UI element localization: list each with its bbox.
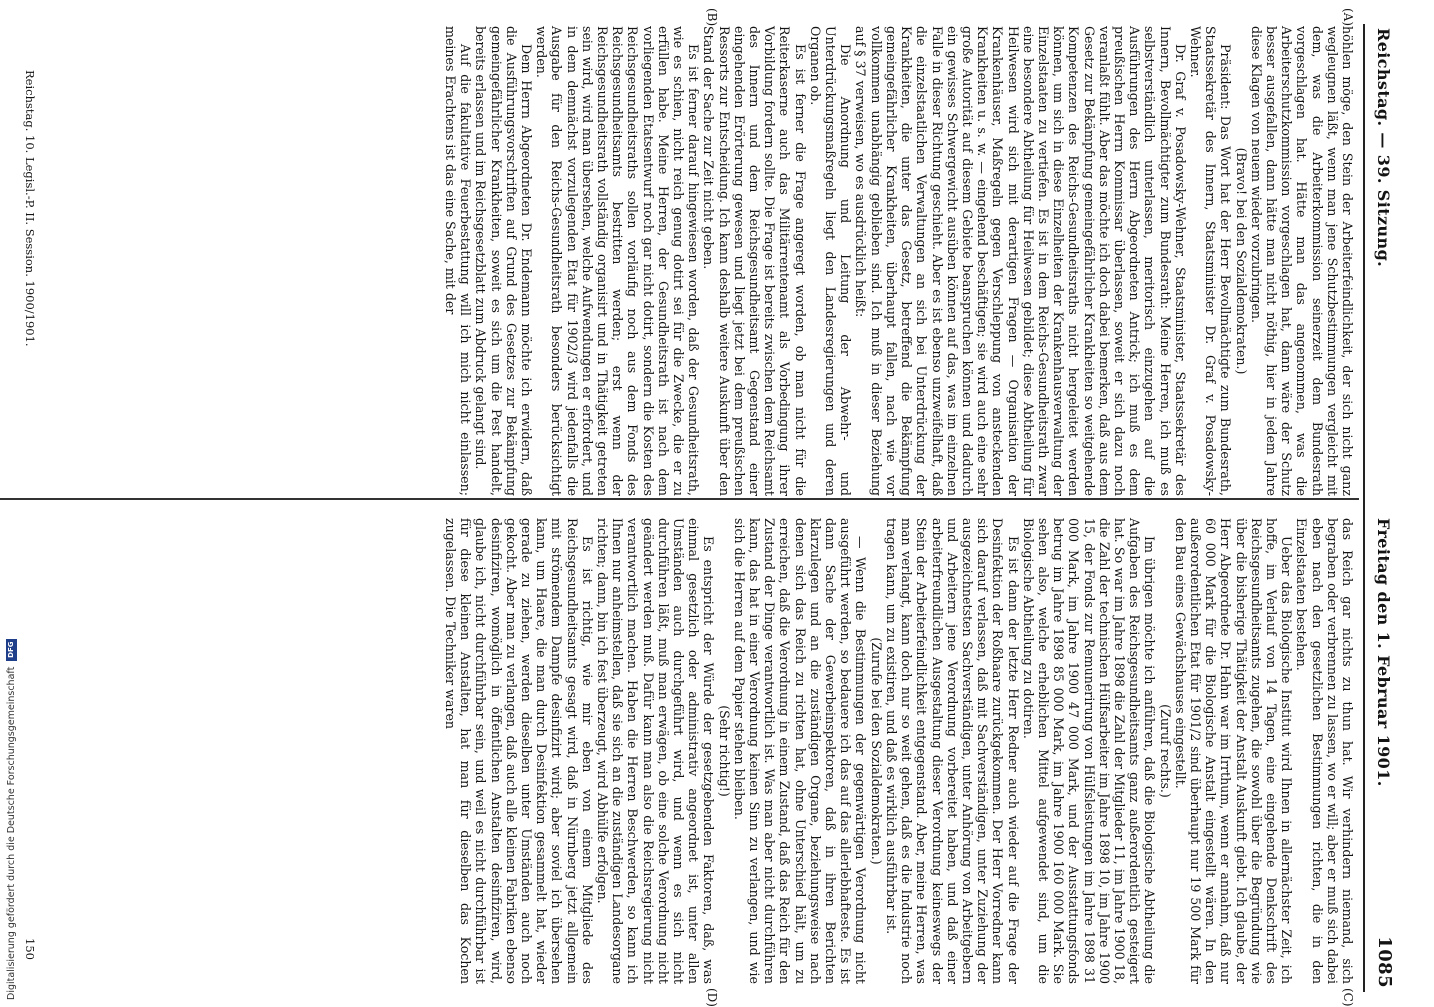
interjection: (Sehr richtig!) — [716, 705, 732, 797]
left-column — [443, 26, 1355, 496]
right-column — [443, 518, 1355, 984]
column-divider — [0, 498, 1359, 500]
paragraph: Es ist ferner darauf hingewiesen worden, daß der Gesundheitsrath, wie es schien, nicht reich genug dotirt sei für die Zwecke, die er zu erfüllen habe. Meine Herren, der Gesundheitsrath ist nach dem vorliegenden Etatsentwurf noch gar nicht dotirt, sondern die Kosten des Reichsgesundheitsraths sollen vorläufig noch aus dem Fonds des Reichsgesundheitsamts bestritten werden; erst wenn der Reichsgesundheitsrath vollständig organisirt und in Thätigkeit getreten sein wird, wird man übersehen, welche Aufwendungen er erfordert, und in dem demnächst vorzulegenden Etat für 1902/3 wird jedenfalls die Ausgabe für den Reichs-Gesundheitsrath besonders berücksichtigt werden. — [534, 26, 702, 496]
margin-marker-a: (A) — [1341, 8, 1355, 27]
margin-marker-b: (B) — [705, 8, 719, 27]
quotation: Die Anordnung und Leitung der Abwehr- und Unterdrückungsmaßregeln liegt den Landesregierungen und deren Organen ob. — [807, 26, 854, 496]
paragraph: Dem Herrn Abgeordneten Dr. Endemann möchte ich erwidern, daß die Ausführungsvorschriften auf Grund des Gesetzes zur Bekämpfung gemeingefährlicher Krankheiten, soweit es sich um die Pest handelt, bereits erlassen und im Reichsgesetzblatt zum Abdruck gelangt sind. — [473, 26, 535, 496]
paragraph: das Reich gar nichts zu thun hat. Wir verhindern niemand, sich begraben oder verbrennen zu lassen, wo er will; aber er muß sich dabei eben nach den gesetzlichen Bestimmungen richten, die in den Einzelstaaten bestehen. — [1294, 518, 1355, 984]
paragraph: Auf die fakultative Feuerbestattung will ich mich nicht einlassen; meines Erachtens ist das eine Sache, mit der — [443, 26, 474, 496]
footer-page-number: 150 — [23, 938, 37, 960]
interjection: (Zuruf rechts.) — [1157, 704, 1173, 798]
dfg-logo-icon: DFG — [6, 639, 17, 661]
paragraph: — Wenn die Bestimmungen der gegenwärtigen Verordnung nicht ausgeführt werden, so bedauere ich das auf das allerlebhafteste. Es ist dann Sache der Gewerbeinspektoren, daß in ihren Berichten klarzulegen und an die zuständigen Organe, beziehungsweise nach denen sich das Reich zu richten hat, ohne Unterschied hält, um zu erreichen, daß die Verordnung in einem Zustand, daß das Reich für den Zustand der Dinge verantwortlich ist. Was man aber nicht durchführen kann, das hat in einer Verordnung keinen Sinn zu verlangen, und wie sich die Herren auf dem Papier stehen bleiben. — [731, 518, 869, 984]
header-session: Reichstag. — 39. Sitzung. — [1374, 28, 1393, 268]
interjection: (Bravo! bei den Sozialdemokraten.) — [1233, 147, 1249, 375]
paragraph: Präsident: Das Wort hat der Herr Bevollmächtigte zum Bundesrath, Staatssekretär des Innern, Staatsminister Dr. Graf v. Posadowsky-Wehner. — [1187, 26, 1234, 496]
paragraph: Es ist ferner die Frage angeregt worden, ob man nicht für die Reiterkaserne auch das Militärrentenamt als Vorbedingung ihrer Vorbildung fordern sollte. Die Frage ist bereits zwischen dem Reichsamt des Innern und dem Reichsgesundheitsamt Gegenstand einer eingehenden Erörterung gewesen und liegt jetzt bei dem preußischen Ressorts zur Entscheidung. Ich kann deshalb weitere Auskunft über den Stand der Sache zur Zeit nicht geben. — [701, 26, 808, 496]
footer-imprint: Reichstag. 10. Legisl.-P. II. Session. 1900/1901. — [23, 70, 37, 347]
paragraph: Es entspricht der Würde der gesetzgebenden Faktoren, daß, was einmal gesetzlich oder administrativ angeordnet ist, unter allen Umständen auch durchgeführt wird, und wenn es sich nicht durchführen läßt, muß man erwägen, ob eine solche Verordnung nicht geändert werden muß. Dafür kann man also die Reichsregierung nicht verantwortlich machen. Haben die Herren Beschwerden, so kann ich Ihnen nur anheimstellen, daß sie sich an die zuständigen Landesorgane richten; dann, bin ich fest überzeugt, wird Abhülfe erfolgen. — [595, 518, 717, 984]
paragraph: Dr. Graf v. Posadowsky-Wehner, Staatsminister, Staatssekretär des Innern, Bevollmächtigter zum Bundesrath: Meine Herren, ich muß es selbstverständlich unterlassen, meritorisch einzugehen auf die Ausführungen des Herrn Abgeordneten Antrick; ich muß es dem preußischen Herrn Kommissar überlassen, soweit er sich dazu noch veranlaßt fühlt. Aber das möchte ich doch dabei bemerken, daß aus dem Gesetz zur Bekämpfung gemeingefährlicher Krankheiten so weitgehende Kompetenzen des Reichs-Gesundheitsraths nicht hergeleitet werden können, um sich in diese Einzelheiten der Krankenhausverwaltung der Einzelstaaten zu vertiefen. Es ist in dem Reichs-Gesundheitsrath zwar eine besondere Abtheilung für Heilwesen gebildet; diese Abtheilung für Heilwesen wird sich mit derartigen Fragen — Organisation der Krankenhäuser, Maßregeln gegen Verschleppung von ansteckenden Krankheiten u. s. w. — eingehend beschäftigen; sie wird auch eine sehr große Autorität auf diesem Gebiete beanspruchen können und dadurch ein gewisses Schwergewicht ausüben können auf das, was im einzelnen Falle in dieser Richtung geschieht. Aber es ist ebenso unzweifelhaft, daß die einzelstaatlichen Verwaltungen an sich bei Unterdrückung der Krankheiten, die unter das Gesetz, betreffend die Bekämpfung gemeingefährlicher Krankheiten, überhaupt fallen, nach wie vor vollkommen unabhängig geblieben sind. Ich muß in dieser Beziehung auf § 37 verweisen, wo es ausdrücklich heißt: — [853, 26, 1188, 496]
header-rule — [1363, 24, 1365, 992]
interjection: (Zurufe bei den Sozialdemokraten.) — [868, 637, 884, 865]
paragraph: Es ist richtig, wie mir eben von einem Mitgliede des Reichsgesundheitsamts gesagt wird, daß in Nürnberg jetzt allgemein mit strömendem Dampfe desinfizirt wird; aber soviel ich übersehen kann, um Haare, die man durch Desinfektion gesammelt hat, wieder gerade zu ziehen, werden dieselben unter Umständen auch noch gekocht. Aber man zu verlangen, daß auch alle kleinen Fabriken ebenso desinfiziren, womöglich in öffentlichen Anstalten desinfiziren, wird, glaube ich, nicht durchführbar sein, und weil es nicht durchführbar ist für diese kleinen Anstalten, hat man für dieselben das Kochen zugelassen. Die Techniker waren — [443, 518, 595, 984]
paragraph: höhlen möge, den Stein der Arbeiterfeindlichkeit, der sich nicht ganz wegleugnen läßt, wenn man jene Schutzbestimmungen vergleicht mit dem, was die Arbeiterkommission seinerzeit dem Bundesrath vorgeschlagen hat. Hätte man das angenommen, was die Arbeiterschutzkommission vorgeschlagen hat, dann wäre der Schutz besser ausgefallen, dann hätte man nicht nöthig, hier in jedem Jahre diese Klagen von neuem wieder vorzubringen. — [1248, 26, 1355, 496]
digitization-note — [6, 0, 17, 1000]
page-number: 1085 — [1374, 936, 1395, 988]
page-header — [1367, 28, 1397, 988]
margin-marker-d: (D) — [705, 988, 719, 1007]
margin-marker-c: (C) — [1341, 988, 1355, 1007]
paragraph: Ueber das Biologische Institut wird Ihnen in allernächster Zeit, ich hoffe, im Verlauf von 14 Tagen, eine eingehende Denkschrift des Reichsgesundheitsamts zugehen, die sowohl über die Begründung wie über die bisherige Thätigkeit der Anstalt Auskunft giebt. Ich glaube, der Herr Abgeordnete Dr. Hahn war im Irrthum, wenn er annahm, daß nur 60 000 Mark für die Biologische Anstalt eingestellt wären. In den außerordentlichen Etat für 1901/2 sind überhaupt nur 19 500 Mark für den Bau eines Gewächshauses eingestellt. — [1172, 518, 1295, 984]
header-date: Freitag den 1. Februar 1901. — [1374, 518, 1393, 787]
paragraph: Im übrigen möchte ich anführen, daß die Biologische Abtheilung die Aufgaben des Reichsgesundheitsamts ganz außerordentlich gesteigert hat. So war im Jahre 1898 die Zahl der Mitglieder 11, im Jahre 1900 18, die Zahl der technischen Hülfsarbeiter im Jahre 1898 10, im Jahre 1900 15, der Fonds zur Remunerirung von Hülfsleistungen im Jahre 1898 31 000 Mark, im Jahre 1900 47 000 Mark, und der Ausstattungsfonds betrug im Jahre 1898 85 000 Mark, im Jahre 1900 160 000 Mark. Sie sehen also, welche erheblichen Mittel aufgewendet sind, um die Biologische Abtheilung zu dotiren. — [1020, 518, 1158, 984]
paragraph: Es ist dann der letzte Herr Redner auch wieder auf die Frage der Desinfektion der Roßhaare zurückgekommen. Der Herr Vorredner kann sich darauf verlassen, daß mit Sachverständigen, unter Zuziehung der ausgezeichnetsten Sachverständigen, unter Anhörung von Arbeitgebern und Arbeitern jene Verordnung vorbereitet haben, und daß einer arbeiterfreundlichen Ausgestaltung dieser Verordnung keineswegs der Stein der Arbeiterfeindlichkeit entgegenstand. Aber, meine Herren, was man verlangt, kann doch nur so weit gehen, daß es die Industrie noch tragen kann, um zu existiren, und daß es wirklich ausführbar ist. — [883, 518, 1021, 984]
digitization-text: Digitalisierung gefördert durch die Deutsche Forschungsgemeinschaft — [6, 666, 17, 1000]
